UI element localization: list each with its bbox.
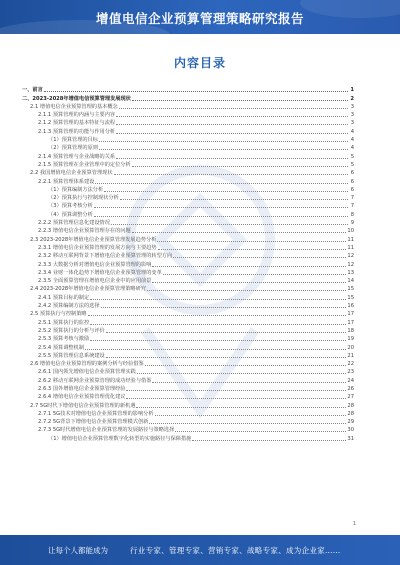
toc-entry-text: （4）预算调整分析 [48,211,93,218]
toc-entry[interactable] [22,410,354,418]
toc-entry-text: （3）预算考核分析 [48,203,93,210]
toc-leader-dots [106,332,347,333]
table-of-contents [22,86,354,443]
toc-leader-dots [137,373,347,374]
toc-leader-dots [120,199,348,200]
toc-entry-page: 3 [350,120,354,127]
toc-entry-text: 2.6.3 国外增值电信企业预算管理经验 [38,385,126,392]
toc-entry-text: 2.1 增值电信企业预算管理的基本概念 [30,103,118,110]
toc-leader-dots [111,224,348,225]
toc-leader-dots [116,158,348,159]
toc-entry-text: 2.3.1 增值电信企业预算管理的发展方向与主要趋势 [38,244,157,251]
toc-entry-page: 28 [347,410,354,417]
toc-leader-dots [90,299,346,300]
toc-entry-text: 2.1.1 预算管理的内涵与主要内容 [38,112,116,119]
toc-entry-page: 5 [350,161,354,168]
toc-entry[interactable] [22,194,354,202]
toc-leader-dots [101,307,347,308]
toc-entry[interactable] [22,136,354,144]
toc-entry[interactable] [22,385,354,393]
toc-entry-text: 2.5.2 预算执行的分析与评价 [38,327,105,334]
toc-entry-page: 8 [350,211,354,218]
toc-entry[interactable] [22,434,354,442]
toc-entry[interactable] [22,186,354,194]
toc-leader-dots [99,149,348,150]
toc-leader-dots [132,232,347,233]
toc-entry-text: （2）预算执行与控制现状分析 [48,195,119,202]
toc-entry-text: 2.7.2 5G背景下增值电信企业预算管理模式创新 [38,419,149,426]
toc-entry-page: 3 [350,112,354,119]
toc-leader-dots [132,100,348,101]
toc-entry-text: 2.5 预算执行与控制策略 [30,311,87,318]
toc-entry[interactable] [22,293,354,301]
toc-entry-text: 2.3.2 移动互联网背景下增值电信企业预算管理的转型方向 [38,253,173,260]
toc-entry-text: 2.3.3 大数据分析对增值电信企业预算管理的影响 [38,261,152,268]
toc-leader-dots [90,324,346,325]
toc-leader-dots [85,349,346,350]
toc-entry-page: 23 [347,369,354,376]
toc-entry[interactable] [22,393,354,401]
toc-entry-text: 2.3 2023-2028年增值电信企业预算管理发展趋势分析 [30,236,157,243]
toc-entry-text: 2.5.4 预算调整机制 [38,344,84,351]
toc-leader-dots [163,274,347,275]
toc-entry-page: 11 [347,236,354,243]
toc-entry-page: 7 [350,203,354,210]
toc-entry[interactable] [22,401,354,409]
toc-leader-dots [99,141,348,142]
toc-entry[interactable] [22,119,354,127]
toc-entry-page: 14 [347,278,354,285]
toc-leader-dots [44,91,348,92]
toc-entry[interactable] [22,202,354,210]
toc-entry-page: 15 [347,294,354,301]
toc-entry-text: 2.7.1 5G技术对增值电信企业预算管理的影响分析 [38,410,154,417]
toc-entry-text: （1）预算编制方法分析 [48,186,104,193]
toc-entry-page: 24 [347,377,354,384]
toc-leader-dots [106,357,347,358]
toc-entry-text: 2.3.5 全面预算管理在增值电信企业中的应用前景 [38,278,152,285]
toc-entry-text: 2.5.1 预算执行的监控 [38,319,90,326]
toc-title: 内容目录 [173,56,226,70]
toc-entry-page: 28 [347,402,354,409]
toc-leader-dots [158,249,347,250]
toc-entry[interactable] [22,244,354,252]
toc-entry-text: 2.3.4 业财一体化趋势下增值电信企业预算管理的变革 [38,269,162,276]
toc-entry-page: 21 [347,352,354,359]
toc-entry[interactable] [22,161,354,169]
toc-entry-page: 2 [350,95,354,102]
toc-entry-page: 1 [350,87,354,94]
toc-entry-text: 2.6 增值电信企业预算管理的案例分析与经验借鉴 [30,361,144,368]
toc-entry-page: 3 [350,103,354,110]
toc-entry-page: 4 [350,137,354,144]
toc-entry[interactable] [22,144,354,152]
toc-entry-text: 2.2.1 预算管理体系建设 [38,178,95,185]
toc-entry[interactable] [22,169,354,177]
toc-entry[interactable] [22,219,354,227]
toc-entry-page: 16 [347,303,354,310]
toc-entry[interactable] [22,252,354,260]
toc-entry-text: 2.2.3 增值电信企业预算管理存在的问题 [38,228,131,235]
toc-leader-dots [175,431,346,432]
toc-entry-text: 2.2 我国增值电信企业预算管理现状 [30,170,113,177]
toc-leader-dots [126,390,346,391]
toc-entry-text: 2.4 2023-2028年增值电信企业预算管理策略研究 [30,286,146,293]
toc-entry-text: 2.7 5G时代下增值电信企业预算管理的新机遇 [30,402,136,409]
toc-entry-page: 26 [347,385,354,392]
toc-leader-dots [95,183,348,184]
toc-entry-text: 2.2.2 预算管理信息化建设情况 [38,220,110,227]
toc-leader-dots [152,282,346,283]
toc-entry-text: 2.6.4 增值电信企业预算管理优化建议 [38,394,126,401]
toc-entry[interactable] [22,227,354,235]
toc-entry-page: 31 [347,435,354,442]
toc-entry-page: 30 [347,427,354,434]
toc-entry-page: 20 [347,344,354,351]
toc-entry[interactable] [22,318,354,326]
toc-entry-text: 二、2023-2028年增值电信预算管理发展现状 [22,95,131,102]
toc-entry-text: 2.4.1 预算目标的制定 [38,294,90,301]
toc-leader-dots [149,423,346,424]
toc-entry[interactable] [22,127,354,135]
toc-entry-text: 2.1.3 预算管理的功能与作用分析 [38,128,116,135]
footer-slogan: 让每个人都能成为 [48,545,108,555]
toc-entry[interactable] [22,103,354,111]
toc-entry-text: （2）预算管理的原则 [48,145,98,152]
footer-banner [0,535,400,565]
toc-entry[interactable] [22,302,354,310]
toc-entry[interactable] [22,360,354,368]
toc-entry-text: 2.1.2 预算管理的基本特征与流程 [38,120,116,127]
toc-leader-dots [114,174,348,175]
toc-entry-page: 7 [350,195,354,202]
toc-entry-text: 一、前言 [22,87,43,94]
toc-leader-dots [152,382,346,383]
toc-entry[interactable] [22,177,354,185]
page-number: 1 [352,521,356,527]
toc-leader-dots [116,124,348,125]
toc-entry-page: 9 [350,220,354,227]
toc-entry-text: （1）预算管理的目标 [48,137,98,144]
toc-entry[interactable] [22,418,354,426]
toc-leader-dots [116,116,348,117]
toc-entry-page: 5 [350,153,354,160]
toc-entry-page: 11 [347,244,354,251]
report-title: 增值电信企业预算管理策略研究报告 [95,11,304,26]
toc-entry[interactable] [22,210,354,218]
toc-entry-page: 6 [350,170,354,177]
toc-entry[interactable] [22,376,354,384]
toc-entry[interactable] [22,352,354,360]
toc-leader-dots [136,407,346,408]
toc-entry[interactable] [22,343,354,351]
toc-entry[interactable] [22,152,354,160]
toc-leader-dots [145,365,347,366]
toc-entry-page: 27 [347,394,354,401]
toc-entry-page: 15 [347,286,354,293]
toc-entry[interactable] [22,277,354,285]
toc-leader-dots [173,257,346,258]
toc-entry[interactable] [22,235,354,243]
toc-entry-text: 2.7.3 5G时代增值电信企业预算管理的发展路径与策略选择 [38,427,175,434]
toc-entry[interactable] [22,269,354,277]
toc-entry-page: 18 [347,327,354,334]
toc-entry[interactable] [22,310,354,318]
toc-entry-text: 2.1.4 预算管理与企业战略的关系 [38,153,116,160]
toc-entry-page: 13 [347,269,354,276]
footer-roles: 行业专家、管理专家、营销专家、战略专家、成为企业家…… [130,545,341,555]
toc-leader-dots [152,266,346,267]
toc-entry[interactable] [22,86,354,94]
toc-leader-dots [90,340,346,341]
toc-leader-dots [147,290,346,291]
toc-entry[interactable] [22,335,354,343]
toc-entry-text: 2.4.2 预算编制方法的选择 [38,303,100,310]
toc-entry-page: 29 [347,419,354,426]
toc-entry[interactable] [22,111,354,119]
toc-leader-dots [192,440,346,441]
toc-entry-text: 2.6.1 国内领先增值电信企业预算管理实践 [38,369,136,376]
toc-entry-page: 10 [347,228,354,235]
toc-entry-text: 2.5.5 预算管理信息系统建设 [38,352,105,359]
toc-entry-text: （1）增值电信企业预算管理数字化转型的实施路径与保障措施 [48,435,192,442]
toc-entry-page: 6 [350,186,354,193]
toc-leader-dots [157,241,346,242]
toc-leader-dots [155,415,347,416]
toc-entry[interactable] [22,260,354,268]
toc-entry[interactable] [22,327,354,335]
header-banner [0,0,400,34]
toc-entry[interactable] [22,94,354,102]
toc-entry[interactable] [22,285,354,293]
toc-entry-page: 4 [350,145,354,152]
toc-entry-page: 4 [350,128,354,135]
toc-entry-text: 2.1.5 预算管理在企业管理中的定位分析 [38,161,131,168]
toc-entry-page: 12 [347,253,354,260]
toc-entry-page: 17 [347,311,354,318]
toc-leader-dots [94,207,348,208]
toc-entry[interactable] [22,368,354,376]
toc-entry-page: 6 [350,178,354,185]
toc-entry-page: 12 [347,261,354,268]
toc-leader-dots [132,166,348,167]
toc-entry-page: 17 [347,319,354,326]
toc-leader-dots [116,133,348,134]
toc-entry-page: 19 [347,336,354,343]
toc-entry[interactable] [22,426,354,434]
toc-leader-dots [88,315,347,316]
toc-leader-dots [126,398,346,399]
toc-entry-page: 22 [347,361,354,368]
toc-leader-dots [94,216,348,217]
toc-entry-text: 2.6.2 移动互联网企业预算管理的成功经验与借鉴 [38,377,152,384]
toc-entry-text: 2.5.3 预算考核与激励 [38,336,90,343]
toc-leader-dots [119,108,348,109]
toc-leader-dots [104,191,348,192]
